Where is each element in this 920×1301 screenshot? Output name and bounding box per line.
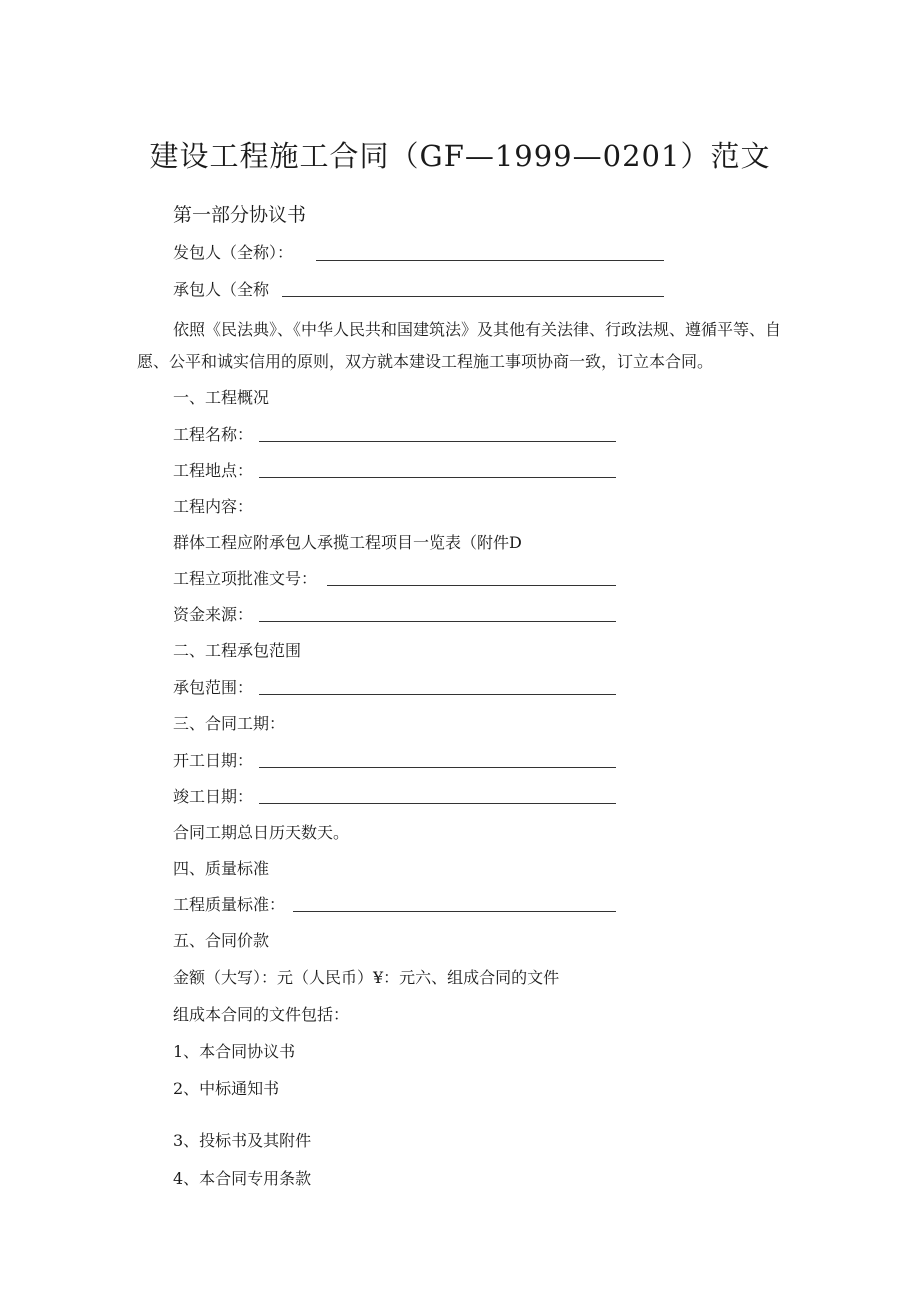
funding-source-label: 资金来源：: [173, 605, 254, 624]
contractor-label: 承包人（全称: [173, 280, 270, 299]
approval-number-label: 工程立项批准文号：: [173, 569, 318, 588]
total-days-text: 合同工期总日历天数天。: [173, 823, 350, 842]
contractor-fill-line: [282, 296, 664, 297]
scope-heading: 二、工程承包范围: [173, 641, 302, 660]
documents-intro: 组成本合同的文件包括：: [173, 1005, 350, 1024]
intro-paragraph: 依照《民法典》、《中华人民共和国建筑法》及其他有关法律、行政法规、遵循平等、自愿、公平和诚实信用的原则，双方就本建设工程施工事项协商一致，订立本合同。: [137, 320, 782, 371]
approval-number-fill-line: [327, 585, 616, 586]
quality-heading: 四、质量标准: [173, 859, 270, 878]
completion-date-label: 竣工日期：: [173, 787, 254, 806]
project-name-label: 工程名称：: [173, 425, 254, 444]
employer-fill-line: [316, 260, 664, 261]
scope-label: 承包范围：: [173, 678, 254, 697]
start-date-label: 开工日期：: [173, 751, 254, 770]
quality-standard-fill-line: [293, 911, 616, 912]
quality-standard-label: 工程质量标准：: [173, 895, 286, 914]
group-project-note: 群体工程应附承包人承揽工程项目一览表（附件D: [173, 533, 522, 552]
employer-label: 发包人（全称）：: [173, 243, 294, 262]
scope-fill-line: [259, 694, 616, 695]
document-list-item: 4、本合同专用条款: [173, 1169, 312, 1188]
period-heading: 三、合同工期：: [173, 714, 286, 733]
document-list-item: 2、中标通知书: [173, 1079, 280, 1098]
funding-source-fill-line: [259, 621, 616, 622]
price-amount-line: 金额（大写）：元（人民币）¥：元六、组成合同的文件: [173, 968, 560, 987]
project-name-fill-line: [259, 441, 616, 442]
overview-heading: 一、工程概况: [173, 388, 270, 407]
document-title: 建设工程施工合同（GF—1999—0201）范文: [149, 139, 771, 173]
project-content-label: 工程内容：: [173, 497, 254, 516]
project-location-fill-line: [259, 477, 616, 478]
document-list-item: 1、本合同协议书: [173, 1042, 296, 1061]
project-location-label: 工程地点：: [173, 461, 254, 480]
completion-date-fill-line: [259, 803, 616, 804]
document-list-item: 3、投标书及其附件: [173, 1131, 312, 1150]
section-heading: 第一部分协议书: [173, 204, 307, 226]
start-date-fill-line: [259, 767, 616, 768]
price-heading: 五、合同价款: [173, 931, 270, 950]
